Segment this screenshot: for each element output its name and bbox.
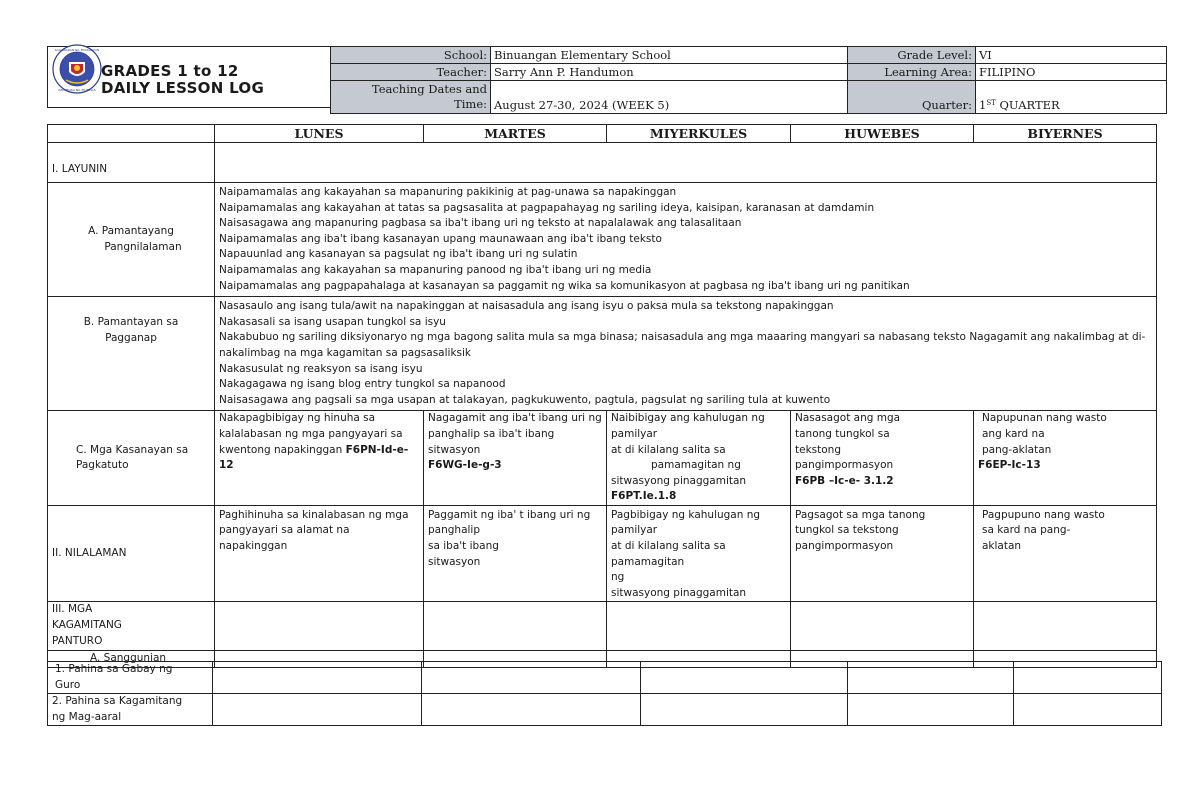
kasanayan-text: pamamagitan ng — [651, 459, 741, 472]
competency-code: F6PB –Ic-e- 3.1.2 — [795, 474, 894, 487]
kasanayan-text: sitwasyon — [428, 443, 481, 456]
kasanayan-label-1: C. Mga Kasanayan sa — [76, 443, 189, 456]
nilalaman-text: ng — [611, 571, 625, 584]
kasanayan-text-last — [219, 443, 419, 474]
pangnilalaman-line: Naipamamalas ang kakayahan sa mapanuring pakikinig at pag-unawa sa napakinggan — [219, 186, 677, 198]
day-header-biyernes: BIYERNES — [974, 125, 1157, 143]
nilalaman-text: Pagsagot sa mga tanong — [795, 508, 926, 521]
pangnilalaman-line: Naipamamalas ang kakayahan sa mapanuring panood ng iba't ibang uri ng media — [219, 263, 652, 276]
gabay-cell — [213, 662, 422, 694]
teacher-label: Teacher: — [331, 64, 491, 81]
lesson-log-table — [47, 124, 1157, 668]
pamantayang-pangnilalaman-content — [215, 183, 1157, 297]
grade-level-label: Grade Level: — [848, 47, 976, 64]
nilalaman-lunes — [215, 505, 424, 602]
layunin-row — [48, 143, 1157, 183]
pagganap-line: Nakasasali sa isang usapan tungkol sa isyu — [219, 315, 446, 328]
kasanayan-text: Nagagamit ang iba't ibang uri ng — [428, 412, 602, 425]
nilalaman-text: sa iba't ibang — [428, 540, 499, 553]
deped-seal-logo — [52, 44, 102, 94]
pamantayang-pangnilalaman-label-1: A. Pamantayang — [88, 224, 174, 237]
layunin-label — [48, 143, 215, 183]
kagamitang-mag-aaral-label — [48, 694, 213, 726]
gabay-ng-guro-label-2: Guro — [55, 678, 81, 691]
kasanayan-label — [48, 411, 215, 506]
kasanayan-text: pangimpormasyon — [795, 459, 894, 472]
kasanayan-text: kalalabasan ng mga pangyayari sa — [219, 427, 403, 440]
pamantayan-sa-pagganap-label-2: Pagganap — [105, 331, 157, 344]
kasanayan-text: Nasasagot ang mga — [795, 412, 901, 425]
nilalaman-text: Pagpupuno nang wasto — [982, 508, 1105, 521]
kasanayan-text: panghalip sa iba't ibang — [428, 427, 555, 440]
form-title-line1: GRADES 1 to 12 — [101, 62, 239, 80]
form-title-line2: DAILY LESSON LOG — [101, 79, 265, 97]
pamantayan-sa-pagganap-content — [215, 297, 1157, 411]
grade-level-value: VI — [976, 47, 1167, 64]
layunin-label-text: I. LAYUNIN — [52, 162, 108, 175]
kasanayan-text: Napupunan nang wasto — [982, 412, 1107, 425]
mag-aaral-cell — [848, 694, 1014, 726]
teaching-dates-value: August 27-30, 2024 (WEEK 5) — [491, 81, 848, 114]
kasanayan-text: ang kard na — [982, 427, 1045, 440]
teaching-dates-label — [331, 81, 491, 114]
kagamitan-cell — [424, 602, 607, 651]
gabay-ng-guro-label-1: 1. Pahina sa Gabay ng — [55, 663, 173, 675]
nilalaman-label-text: II. NILALAMAN — [52, 546, 127, 559]
quarter-suffix: ST — [986, 99, 996, 107]
pagganap-line: Nakabubuo ng sariling diksiyonaryo ng mga bagong salita mula sa mga binasa; naisasadula ang mga maaaring mangyari sa nabasang teksto Nagagamit ang nakalimbag at di- — [219, 331, 1146, 344]
pamantayang-pangnilalaman-row — [48, 183, 1157, 297]
kasanayan-row — [48, 411, 1157, 506]
day-header-miyerkules: MIYERKULES — [607, 125, 791, 143]
mag-aaral-cell — [213, 694, 422, 726]
gabay-ng-guro-label — [48, 662, 213, 694]
mag-aaral-cell — [641, 694, 848, 726]
competency-code: F6EP-Ic-13 — [978, 459, 1041, 472]
day-header-martes: MARTES — [424, 125, 607, 143]
form-title — [101, 63, 264, 97]
kagamitang-mag-aaral-label-1: 2. Pahina sa Kagamitang — [52, 695, 183, 708]
header-info-table — [330, 46, 1167, 114]
kagamitang-mag-aaral-row — [48, 694, 1162, 726]
kasanayan-text: pang-aklatan — [982, 443, 1052, 456]
nilalaman-label — [48, 505, 215, 602]
pangnilalaman-line: Naipamamalas ang kakayahan at tatas sa pagsasalita at pagpapahayag ng sariling ideya, kaisipan, karanasan at damdamin — [219, 201, 875, 214]
competency-code: F6PN-Id-e-12 — [219, 443, 409, 472]
nilalaman-text: tungkol sa tekstong — [795, 524, 899, 537]
svg-text:REPUBLIKA NG PILIPINAS: REPUBLIKA NG PILIPINAS — [58, 88, 96, 92]
quarter-label: Quarter: — [848, 81, 976, 114]
school-label: School: — [331, 47, 491, 64]
pangnilalaman-line: Napauunlad ang kasanayan sa pagsulat ng iba't ibang uri ng sulatin — [219, 248, 578, 261]
kasanayan-miyerkules — [607, 411, 791, 506]
nilalaman-biyernes — [974, 505, 1157, 602]
mag-aaral-cell — [1014, 694, 1162, 726]
pangnilalaman-line: Naisasagawa ang mapanuring pagbasa sa iba't ibang uri ng teksto at napalalawak ang talasalitaan — [219, 217, 742, 230]
gabay-cell — [641, 662, 848, 694]
pamantayang-pangnilalaman-label-2: Pangnilalaman — [104, 240, 182, 253]
pangnilalaman-line: Naipamamalas ang iba't ibang kasanayan upang maunawaan ang iba't ibang teksto — [219, 232, 662, 245]
kasanayan-text: kwentong napakinggan — [219, 443, 346, 456]
nilalaman-text: pangimpormasyon — [795, 540, 894, 553]
gabay-cell — [422, 662, 641, 694]
kagamitan-label-3: PANTURO — [52, 634, 103, 647]
kagamitan-cell — [607, 602, 791, 651]
gabay-ng-guro-row — [48, 662, 1162, 694]
kagamitang-mag-aaral-label-2: ng Mag-aaral — [52, 710, 122, 723]
kasanayan-text: Nakapagbibigay ng hinuha sa — [219, 412, 376, 425]
kasanayan-text: at di kilalang salita sa — [611, 443, 726, 456]
school-value: Binuangan Elementary School — [491, 47, 848, 64]
kasanayan-text: Naibibigay ang kahulugan ng pamilyar — [611, 412, 765, 440]
kagamitan-cell — [215, 602, 424, 651]
pamantayan-sa-pagganap-label — [48, 297, 215, 411]
nilalaman-martes — [424, 505, 607, 602]
svg-text:KAGAWARAN NG EDUKASYON: KAGAWARAN NG EDUKASYON — [54, 48, 100, 52]
nilalaman-huwebes — [791, 505, 974, 602]
sanggunian-pages-table — [47, 661, 1162, 726]
nilalaman-miyerkules — [607, 505, 791, 602]
day-header-row — [48, 125, 1157, 143]
learning-area-value: FILIPINO — [976, 64, 1167, 81]
kagamitan-label-2: KAGAMITANG — [52, 619, 122, 632]
nilalaman-text: at di kilalang salita sa pamamagitan — [611, 540, 726, 568]
nilalaman-text: aklatan — [982, 540, 1022, 553]
kasanayan-lunes — [215, 411, 424, 506]
kasanayan-text: sitwasyong pinaggamitan — [611, 474, 747, 487]
corner-cell — [48, 125, 215, 143]
pagganap-line: nakalimbag na mga kagamitan sa pagsasaliksik — [219, 346, 471, 359]
nilalaman-text: Pagbibigay ng kahulugan ng pamilyar — [611, 508, 761, 537]
pangnilalaman-line: Naipamamalas ang pagpapahalaga at kasanayan sa paggamit ng wika sa komunikasyon at pagbasa ng iba't ibang uri ng panitikan — [219, 279, 910, 292]
pagganap-line: Nakagagawa ng isang blog entry tungkol sa napanood — [219, 378, 506, 391]
kasanayan-label-2: Pagkatuto — [76, 459, 129, 472]
teaching-dates-label-1: Teaching Dates and — [371, 82, 487, 96]
competency-code: F6WG-Ie-g-3 — [428, 459, 502, 472]
pagganap-line: Naisasagawa ang pagsali sa mga usapan at talakayan, pagkukuwento, pagtula, pagsulat ng sariling tula at kuwento — [219, 393, 831, 406]
learning-area-label: Learning Area: — [848, 64, 976, 81]
pamantayan-sa-pagganap-label-1: B. Pamantayan sa — [83, 316, 179, 329]
kasanayan-huwebes — [791, 411, 974, 506]
kasanayan-martes — [424, 411, 607, 506]
nilalaman-row — [48, 505, 1157, 602]
nilalaman-text: pangyayari sa alamat na napakinggan — [219, 524, 350, 553]
nilalaman-text: Paghihinuha sa kinalabasan ng mga — [219, 508, 409, 521]
kagamitan-cell — [791, 602, 974, 651]
pamantayan-sa-pagganap-row — [48, 297, 1157, 411]
kasanayan-text: tekstong — [795, 443, 841, 456]
sanggunian-label: A. Sanggunian — [48, 651, 215, 668]
nilalaman-text: sitwasyon — [428, 555, 481, 568]
kagamitan-label — [48, 602, 215, 651]
pagganap-line: Nakasusulat ng reaksyon sa isang isyu — [219, 362, 423, 375]
gabay-cell — [848, 662, 1014, 694]
competency-code: F6PT.Ie.1.8 — [611, 490, 677, 503]
quarter-value — [976, 81, 1167, 114]
gabay-cell — [1014, 662, 1162, 694]
teaching-dates-label-2: Time: — [454, 97, 487, 111]
kasanayan-biyernes — [974, 411, 1157, 506]
pamantayang-pangnilalaman-label — [48, 183, 215, 297]
quarter-text: QUARTER — [995, 98, 1060, 112]
day-header-huwebes: HUWEBES — [791, 125, 974, 143]
pagganap-line: Nasasaulo ang isang tula/awit na napakinggan at naisasadula ang isang isyu o paksa mula sa tekstong napakinggan — [219, 300, 834, 313]
kagamitan-label-1: III. MGA — [52, 603, 93, 616]
kagamitan-row — [48, 602, 1157, 651]
nilalaman-text: Paggamit ng iba' t ibang uri ng panghalip — [428, 508, 591, 537]
teacher-value: Sarry Ann P. Handumon — [491, 64, 848, 81]
layunin-content — [215, 143, 1157, 183]
nilalaman-text: sa kard na pang- — [982, 524, 1071, 537]
nilalaman-text: sitwasyong pinaggamitan — [611, 586, 747, 599]
quarter-number: 1 — [979, 98, 987, 112]
kagamitan-cell — [974, 602, 1157, 651]
mag-aaral-cell — [422, 694, 641, 726]
day-header-lunes: LUNES — [215, 125, 424, 143]
kasanayan-text: tanong tungkol sa — [795, 427, 890, 440]
